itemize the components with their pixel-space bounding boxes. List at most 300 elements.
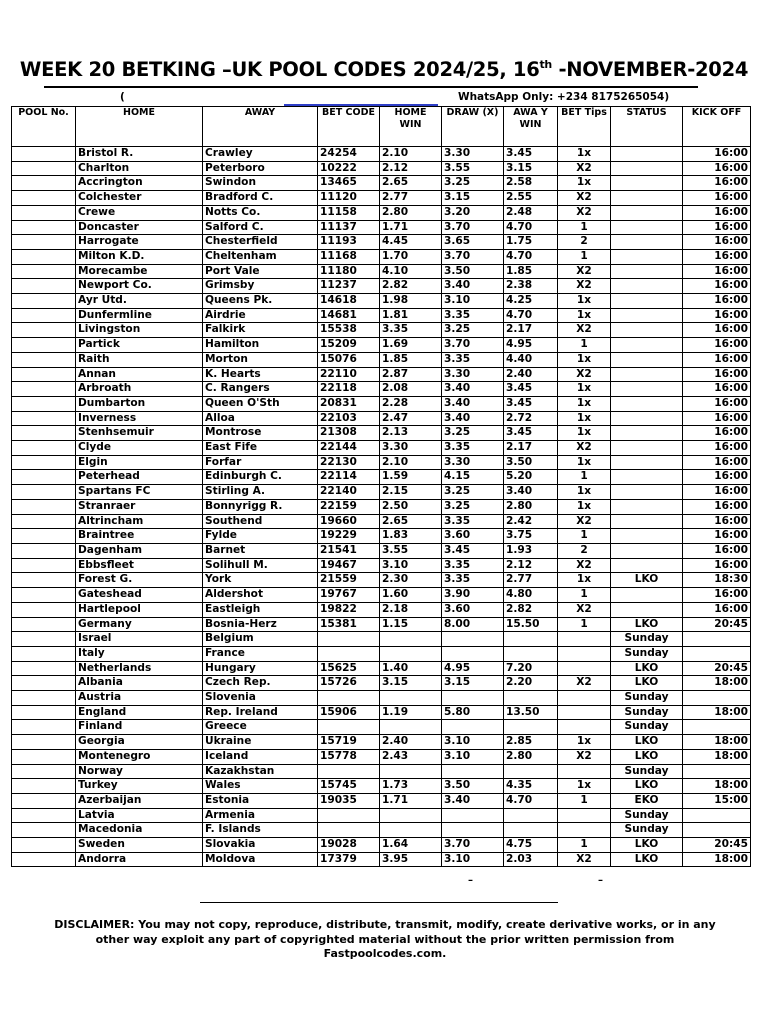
status-cell [611,514,683,529]
bet-code-cell: 15625 [318,661,380,676]
table-row [12,205,751,220]
away-win-odds-cell: 2.58 [504,176,558,191]
home-team-cell: Bristol R. [76,147,203,162]
pool-no-cell [12,735,76,750]
home-win-odds-cell: 2.50 [380,499,442,514]
home-win-odds-cell: 3.35 [380,323,442,338]
away-win-odds-cell [504,632,558,647]
home-win-odds-cell: 2.15 [380,485,442,500]
away-win-odds-cell: 3.40 [504,485,558,500]
draw-odds-cell: 3.15 [442,676,504,691]
draw-odds-cell: 3.55 [442,161,504,176]
home-team-cell: Stenhsemuir [76,426,203,441]
home-win-odds-cell [380,691,442,706]
kick-off-cell: 20:45 [683,838,751,853]
draw-odds-cell: 3.60 [442,529,504,544]
away-team-cell: Notts Co. [203,205,318,220]
bet-code-cell: 22130 [318,455,380,470]
footer-divider [200,902,558,903]
page-title [0,58,768,81]
bet-code-cell: 17379 [318,852,380,867]
bet-code-cell: 22118 [318,382,380,397]
bet-code-cell: 15381 [318,617,380,632]
home-win-odds-cell: 2.43 [380,749,442,764]
bet-code-cell: 19229 [318,529,380,544]
pool-no-cell [12,499,76,514]
status-cell [611,323,683,338]
away-team-cell: Moldova [203,852,318,867]
table-row [12,294,751,309]
kick-off-cell: 18:00 [683,705,751,720]
pool-no-cell [12,529,76,544]
status-cell [611,426,683,441]
bet-code-cell [318,691,380,706]
away-win-odds-cell: 7.20 [504,661,558,676]
bet-tips-cell: X2 [558,676,611,691]
status-cell: LKO [611,852,683,867]
kick-off-cell: 16:00 [683,514,751,529]
draw-odds-cell: 3.90 [442,588,504,603]
table-row [12,529,751,544]
draw-odds-cell: 3.10 [442,735,504,750]
table-row [12,367,751,382]
header-home-win: HOME WIN [380,107,442,147]
draw-odds-cell: 3.70 [442,249,504,264]
draw-odds-cell [442,823,504,838]
status-cell [611,396,683,411]
home-win-odds-cell: 1.19 [380,705,442,720]
kick-off-cell: 16:00 [683,249,751,264]
table-row [12,235,751,250]
away-team-cell: C. Rangers [203,382,318,397]
contact-row [0,90,768,106]
bet-code-cell: 11120 [318,191,380,206]
bet-tips-cell: X2 [558,191,611,206]
pool-no-cell [12,485,76,500]
bet-tips-cell: 1x [558,735,611,750]
bet-tips-cell: 1x [558,573,611,588]
home-team-cell: Dagenham [76,543,203,558]
home-team-cell: England [76,705,203,720]
away-win-odds-cell [504,720,558,735]
bet-tips-cell: 1x [558,485,611,500]
draw-odds-cell: 3.25 [442,323,504,338]
away-win-odds-cell: 2.82 [504,602,558,617]
bet-code-cell: 19028 [318,838,380,853]
away-win-odds-cell: 2.12 [504,558,558,573]
bet-tips-cell: X2 [558,279,611,294]
table-row [12,720,751,735]
kick-off-cell: 16:00 [683,279,751,294]
away-team-cell: Hungary [203,661,318,676]
pool-no-cell [12,588,76,603]
table-row [12,838,751,853]
bet-code-cell [318,646,380,661]
home-team-cell: Inverness [76,411,203,426]
away-team-cell: France [203,646,318,661]
draw-odds-cell: 3.30 [442,367,504,382]
away-win-odds-cell [504,764,558,779]
table-row [12,470,751,485]
pool-no-cell [12,838,76,853]
table-row [12,455,751,470]
away-team-cell: Alloa [203,411,318,426]
away-team-cell: Eastleigh [203,602,318,617]
table-row [12,823,751,838]
home-team-cell: Arbroath [76,382,203,397]
home-win-odds-cell: 2.13 [380,426,442,441]
away-team-cell: Czech Rep. [203,676,318,691]
away-team-cell: Bosnia-Herz [203,617,318,632]
home-win-odds-cell: 3.55 [380,543,442,558]
home-team-cell: Charlton [76,161,203,176]
away-win-odds-cell: 4.70 [504,308,558,323]
pool-no-cell [12,191,76,206]
status-cell: Sunday [611,632,683,647]
kick-off-cell: 16:00 [683,235,751,250]
home-win-odds-cell: 2.47 [380,411,442,426]
status-cell: LKO [611,749,683,764]
bet-code-cell: 14681 [318,308,380,323]
home-win-odds-cell: 2.18 [380,602,442,617]
bet-code-cell: 22103 [318,411,380,426]
table-row [12,779,751,794]
status-cell: LKO [611,573,683,588]
dash-mark: – [598,875,603,886]
table-row [12,279,751,294]
draw-odds-cell: 3.15 [442,191,504,206]
bet-code-cell: 14618 [318,294,380,309]
bet-tips-cell: 1x [558,294,611,309]
away-win-odds-cell [504,691,558,706]
away-team-cell: Salford C. [203,220,318,235]
pool-no-cell [12,779,76,794]
away-team-cell: Chesterfield [203,235,318,250]
home-win-odds-cell: 1.71 [380,793,442,808]
title-main: WEEK 20 BETKING –UK POOL CODES 2024/25, 16 [19,58,540,81]
away-win-odds-cell: 3.15 [504,161,558,176]
home-team-cell: Braintree [76,529,203,544]
bet-code-cell: 24254 [318,147,380,162]
dash-mark: – [468,875,473,886]
status-cell [611,441,683,456]
status-cell [611,264,683,279]
bet-tips-cell: 1x [558,147,611,162]
away-win-odds-cell: 2.03 [504,852,558,867]
pool-no-cell [12,147,76,162]
pool-no-cell [12,308,76,323]
away-team-cell: Rep. Ireland [203,705,318,720]
away-team-cell: Fylde [203,529,318,544]
kick-off-cell: 16:00 [683,543,751,558]
away-win-odds-cell: 4.80 [504,588,558,603]
status-cell: EKO [611,793,683,808]
home-team-cell: Georgia [76,735,203,750]
away-team-cell: Greece [203,720,318,735]
pool-no-cell [12,558,76,573]
bet-code-cell [318,808,380,823]
table-row [12,323,751,338]
draw-odds-cell: 3.40 [442,279,504,294]
draw-odds-cell: 3.35 [442,308,504,323]
home-win-odds-cell: 2.10 [380,455,442,470]
status-cell: LKO [611,661,683,676]
away-win-odds-cell: 5.20 [504,470,558,485]
away-team-cell: Morton [203,352,318,367]
away-win-odds-cell: 2.55 [504,191,558,206]
home-team-cell: Norway [76,764,203,779]
draw-odds-cell [442,632,504,647]
kick-off-cell: 20:45 [683,661,751,676]
home-win-odds-cell [380,808,442,823]
status-cell [611,249,683,264]
header-bet-tips: BET Tips [558,107,611,147]
title-date: -NOVEMBER-2024 [551,58,749,81]
home-team-cell: Elgin [76,455,203,470]
home-win-odds-cell: 1.98 [380,294,442,309]
home-team-cell: Doncaster [76,220,203,235]
kick-off-cell: 16:00 [683,558,751,573]
status-cell [611,529,683,544]
header-status: STATUS [611,107,683,147]
draw-odds-cell: 3.30 [442,455,504,470]
home-team-cell: Montenegro [76,749,203,764]
away-team-cell: Bradford C. [203,191,318,206]
kick-off-cell [683,764,751,779]
bet-tips-cell: X2 [558,367,611,382]
bet-code-cell: 15076 [318,352,380,367]
home-team-cell: Altrincham [76,514,203,529]
status-cell [611,411,683,426]
status-cell [611,543,683,558]
status-cell: LKO [611,676,683,691]
draw-odds-cell [442,808,504,823]
bet-code-cell [318,823,380,838]
bet-tips-cell: X2 [558,852,611,867]
pool-no-cell [12,205,76,220]
status-cell [611,602,683,617]
table-row [12,691,751,706]
away-team-cell: York [203,573,318,588]
kick-off-cell: 16:00 [683,220,751,235]
table-row [12,735,751,750]
kick-off-cell [683,808,751,823]
away-team-cell: Falkirk [203,323,318,338]
away-win-odds-cell: 2.72 [504,411,558,426]
home-win-odds-cell: 4.10 [380,264,442,279]
home-team-cell: Ayr Utd. [76,294,203,309]
pool-codes-table [11,106,751,867]
kick-off-cell: 18:00 [683,735,751,750]
bet-code-cell: 19767 [318,588,380,603]
bet-code-cell: 15745 [318,779,380,794]
home-win-odds-cell: 3.95 [380,852,442,867]
away-win-odds-cell: 4.70 [504,793,558,808]
draw-odds-cell: 3.70 [442,338,504,353]
away-team-cell: Queen O'Sth [203,396,318,411]
bet-code-cell: 11158 [318,205,380,220]
status-cell: LKO [611,617,683,632]
away-win-odds-cell: 3.75 [504,529,558,544]
draw-odds-cell: 3.20 [442,205,504,220]
kick-off-cell: 16:00 [683,352,751,367]
home-team-cell: Spartans FC [76,485,203,500]
kick-off-cell: 18:30 [683,573,751,588]
home-team-cell: Livingston [76,323,203,338]
kick-off-cell: 20:45 [683,617,751,632]
table-row [12,558,751,573]
header-home: HOME [76,107,203,147]
home-team-cell: Crewe [76,205,203,220]
home-team-cell: Clyde [76,441,203,456]
draw-odds-cell: 4.15 [442,470,504,485]
pool-no-cell [12,382,76,397]
home-win-odds-cell: 1.15 [380,617,442,632]
away-win-odds-cell: 3.45 [504,426,558,441]
kick-off-cell: 16:00 [683,588,751,603]
away-win-odds-cell: 2.77 [504,573,558,588]
table-row [12,426,751,441]
table-body [12,147,751,867]
away-win-odds-cell: 2.20 [504,676,558,691]
status-cell [611,338,683,353]
away-team-cell: Estonia [203,793,318,808]
draw-odds-cell: 3.25 [442,499,504,514]
home-win-odds-cell: 1.81 [380,308,442,323]
bet-tips-cell: 1 [558,588,611,603]
bet-code-cell: 21541 [318,543,380,558]
pool-no-cell [12,646,76,661]
pool-no-cell [12,441,76,456]
status-cell [611,191,683,206]
home-win-odds-cell: 1.69 [380,338,442,353]
pool-no-cell [12,249,76,264]
home-win-odds-cell: 1.64 [380,838,442,853]
bet-tips-cell [558,705,611,720]
kick-off-cell [683,720,751,735]
away-team-cell: Belgium [203,632,318,647]
home-win-odds-cell: 1.60 [380,588,442,603]
draw-odds-cell: 3.25 [442,485,504,500]
status-cell [611,235,683,250]
bet-tips-cell: 1x [558,382,611,397]
home-win-odds-cell: 2.80 [380,205,442,220]
title-underline [44,86,698,88]
bet-tips-cell: X2 [558,205,611,220]
home-team-cell: Latvia [76,808,203,823]
bet-tips-cell: X2 [558,161,611,176]
home-win-odds-cell: 2.87 [380,367,442,382]
kick-off-cell: 16:00 [683,294,751,309]
draw-odds-cell: 3.25 [442,426,504,441]
away-win-odds-cell: 4.95 [504,338,558,353]
kick-off-cell: 16:00 [683,396,751,411]
pool-no-cell [12,411,76,426]
away-team-cell: Montrose [203,426,318,441]
table-row [12,264,751,279]
bet-code-cell: 11237 [318,279,380,294]
home-team-cell: Forest G. [76,573,203,588]
table-row [12,441,751,456]
bet-code-cell: 19822 [318,602,380,617]
pool-no-cell [12,367,76,382]
status-cell: LKO [611,779,683,794]
pool-no-cell [12,161,76,176]
away-team-cell: Ukraine [203,735,318,750]
draw-odds-cell: 3.10 [442,749,504,764]
home-team-cell: Andorra [76,852,203,867]
table-header-row [12,107,751,147]
status-cell: Sunday [611,764,683,779]
table-row [12,514,751,529]
home-team-cell: Finland [76,720,203,735]
home-team-cell: Newport Co. [76,279,203,294]
pool-no-cell [12,676,76,691]
table-row [12,852,751,867]
home-win-odds-cell: 2.12 [380,161,442,176]
away-win-odds-cell: 4.70 [504,249,558,264]
status-cell: Sunday [611,691,683,706]
bet-tips-cell: 1x [558,499,611,514]
pool-no-cell [12,426,76,441]
bet-tips-cell: X2 [558,514,611,529]
table-row [12,676,751,691]
away-win-odds-cell: 1.93 [504,543,558,558]
table-row [12,705,751,720]
bet-tips-cell [558,691,611,706]
bet-tips-cell: X2 [558,323,611,338]
kick-off-cell [683,823,751,838]
bet-tips-cell: 1 [558,617,611,632]
bet-tips-cell: 1 [558,220,611,235]
bet-tips-cell: 2 [558,543,611,558]
pool-no-cell [12,455,76,470]
kick-off-cell: 16:00 [683,367,751,382]
home-win-odds-cell: 1.71 [380,220,442,235]
kick-off-cell: 18:00 [683,676,751,691]
home-win-odds-cell: 2.30 [380,573,442,588]
bet-code-cell [318,720,380,735]
pool-no-cell [12,220,76,235]
home-win-odds-cell: 2.10 [380,147,442,162]
table-row [12,485,751,500]
table-row [12,632,751,647]
kick-off-cell: 16:00 [683,441,751,456]
draw-odds-cell: 3.35 [442,352,504,367]
bet-code-cell: 11168 [318,249,380,264]
pool-no-cell [12,749,76,764]
home-win-odds-cell: 3.10 [380,558,442,573]
table-row [12,617,751,632]
bet-tips-cell [558,632,611,647]
draw-odds-cell: 3.50 [442,264,504,279]
bet-tips-cell: X2 [558,264,611,279]
away-win-odds-cell: 2.80 [504,499,558,514]
kick-off-cell: 16:00 [683,602,751,617]
draw-odds-cell [442,691,504,706]
table-row [12,573,751,588]
open-paren: ( [120,91,125,103]
away-win-odds-cell: 2.80 [504,749,558,764]
bet-tips-cell: 1 [558,793,611,808]
status-cell [611,279,683,294]
bet-tips-cell: 1x [558,396,611,411]
table-row [12,661,751,676]
header-away: AWAY [203,107,318,147]
bet-tips-cell: 1 [558,529,611,544]
table-row [12,338,751,353]
home-win-odds-cell: 1.73 [380,779,442,794]
